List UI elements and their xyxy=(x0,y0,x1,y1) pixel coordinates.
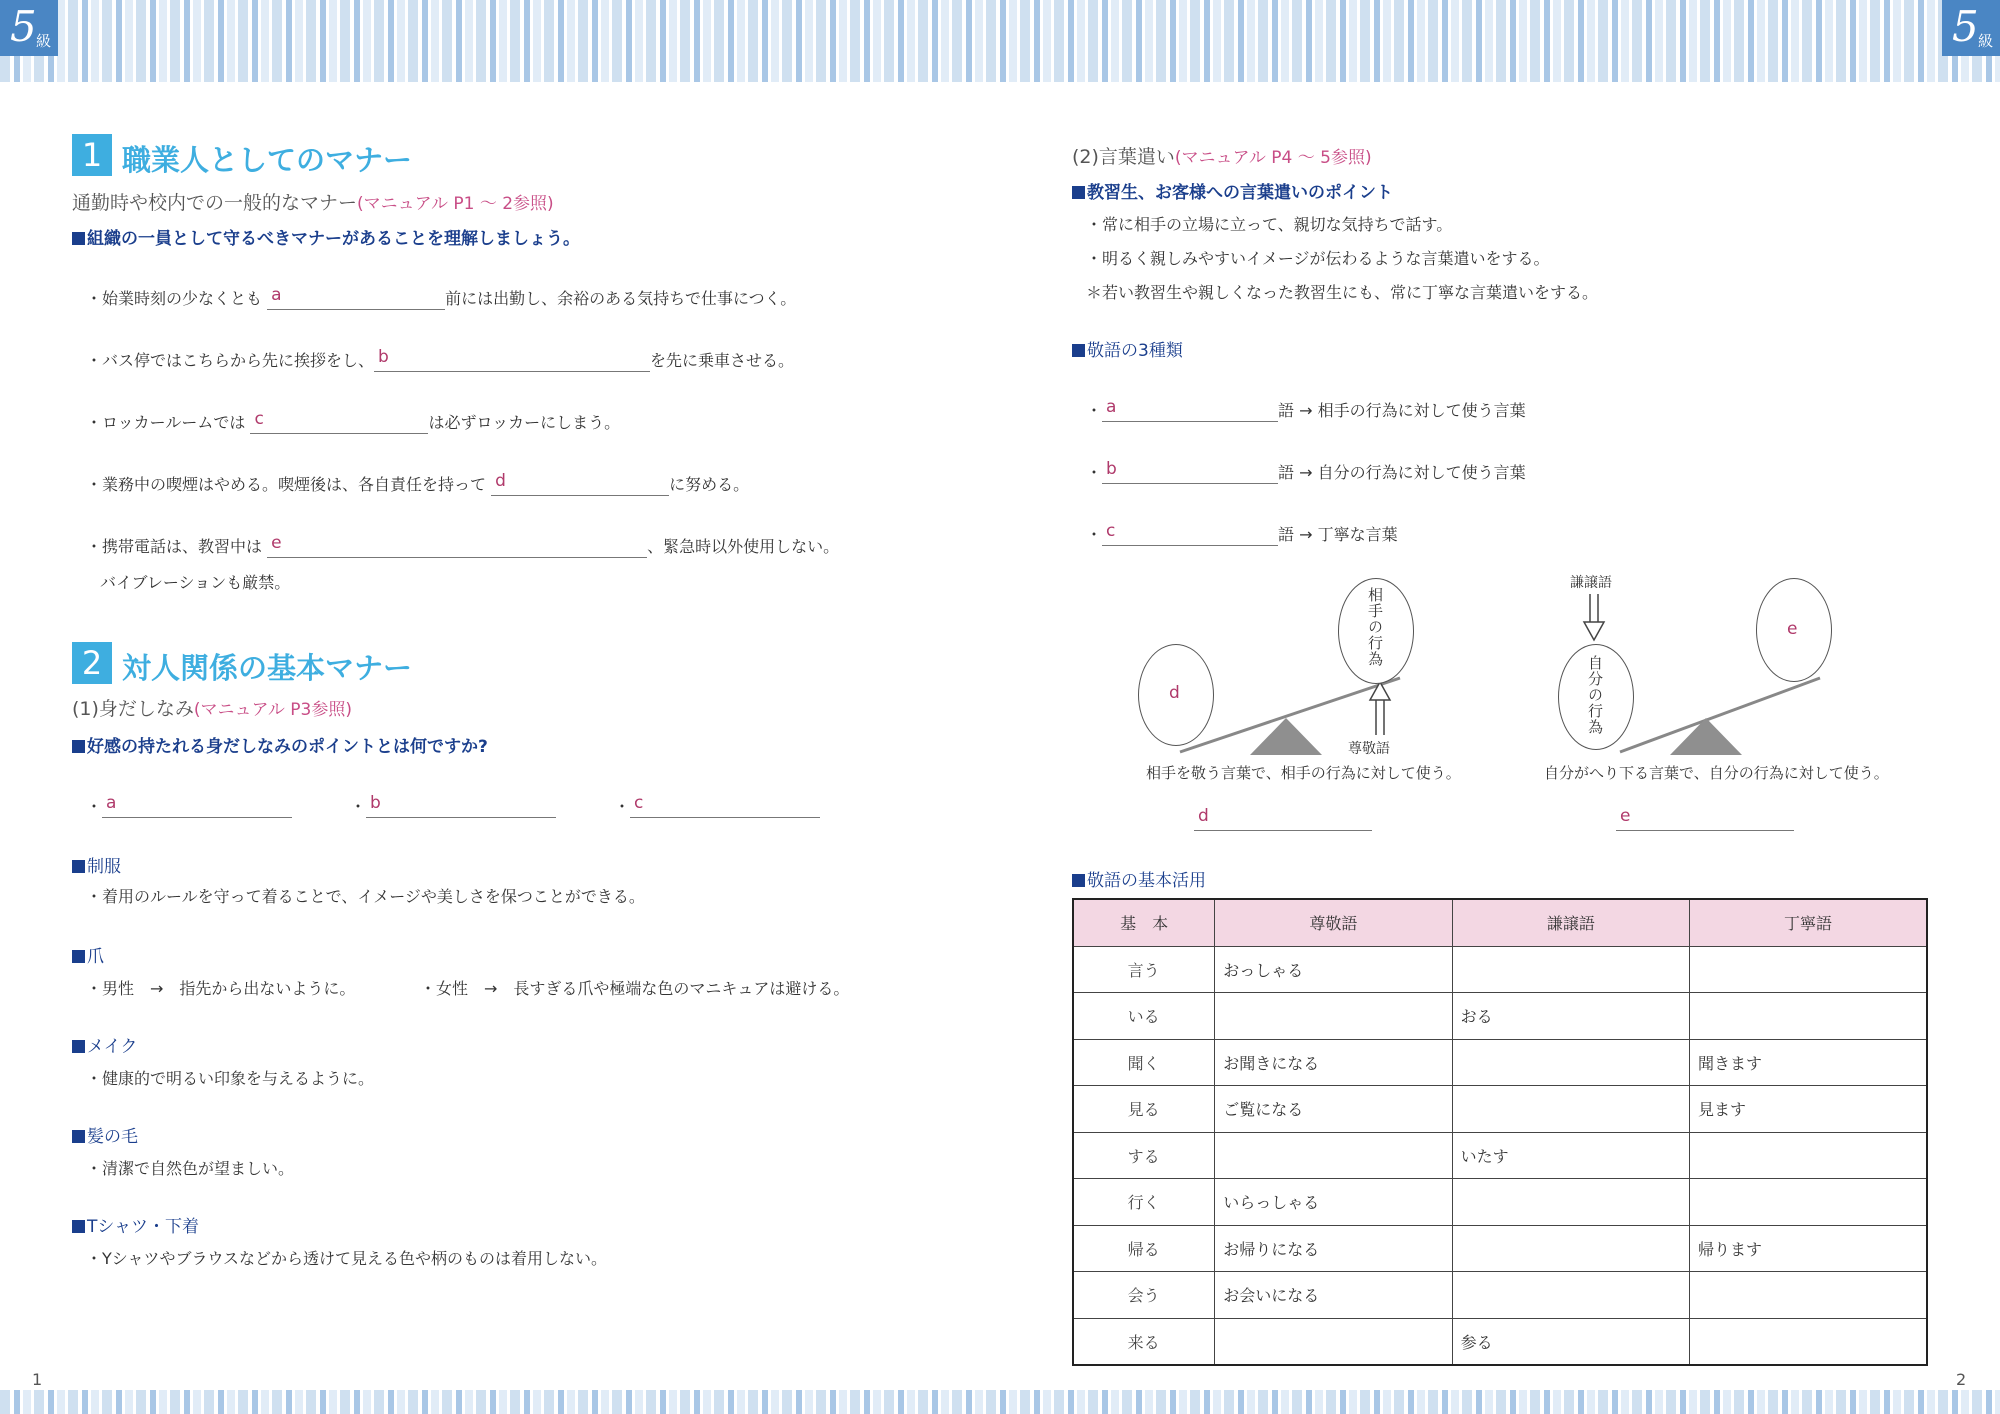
heading-text: 敬語の3種類 xyxy=(1087,341,1183,361)
table-row xyxy=(1073,1039,1927,1086)
ellipse-letter-e: e xyxy=(1787,619,1798,639)
cell-sonkeigo: ご覧になる xyxy=(1215,1086,1452,1133)
square-bullet-icon xyxy=(72,232,85,245)
heading-text: メイク xyxy=(87,1037,138,1057)
cell-teineigo xyxy=(1690,1179,1927,1226)
section-1-title: 職業人としてのマナー xyxy=(122,143,413,177)
uniform-text: ・着用のルールを守って着ることで、イメージや美しさを保つことができる。 xyxy=(86,887,645,906)
blank-letter: e xyxy=(1620,806,1631,826)
cell-teineigo xyxy=(1690,1132,1927,1179)
answer-blank-b[interactable] xyxy=(374,349,650,372)
type-description: 語 → 相手の行為に対して使う言葉 xyxy=(1278,401,1526,420)
cell-sonkeigo xyxy=(1215,1318,1452,1365)
answer-blank-d[interactable] xyxy=(491,473,669,496)
table-row xyxy=(1073,1086,1927,1133)
answer-blank-e[interactable] xyxy=(1616,808,1794,831)
answer-blank-a[interactable] xyxy=(1102,399,1278,422)
type-description: 語 → 丁寧な言葉 xyxy=(1278,525,1398,544)
section-2-number: 2 xyxy=(72,642,112,684)
cell-base: 会う xyxy=(1073,1272,1215,1319)
square-bullet-icon xyxy=(72,1040,85,1053)
answer-blank-a[interactable] xyxy=(102,795,292,818)
point-3: ＊若い教習生や親しくなった教習生にも、常に丁寧な言葉遣いをする。 xyxy=(1086,283,1599,302)
point-1: ・常に相手の立場に立って、親切な気持ちで話す。 xyxy=(1086,215,1453,234)
cell-base: 見る xyxy=(1073,1086,1215,1133)
cell-sonkeigo xyxy=(1215,993,1452,1040)
subtitle-text: 通勤時や校内での一般的なマナー xyxy=(72,192,358,214)
appearance-blank-b: ・ b xyxy=(350,794,556,818)
answer-blank-a[interactable] xyxy=(267,287,445,310)
cell-sonkeigo xyxy=(1215,1132,1452,1179)
cell-kenjougo xyxy=(1452,1225,1689,1272)
makeup-heading xyxy=(72,1032,137,1057)
heading-text: Tシャツ・下着 xyxy=(87,1217,200,1237)
manner-item-b xyxy=(86,348,794,372)
blank-letter: c xyxy=(1106,521,1116,541)
right-seesaw-fulcrum xyxy=(1670,718,1742,755)
cell-base: 聞く xyxy=(1073,1039,1215,1086)
nails-text-female: ・女性 → 長すぎる爪や極端な色のマニキュアは避ける。 xyxy=(420,979,850,998)
ellipse-letter-d: d xyxy=(1169,683,1180,703)
cell-kenjougo xyxy=(1452,1179,1689,1226)
manual-reference: (マニュアル P3参照) xyxy=(193,700,352,720)
cell-kenjougo xyxy=(1452,1039,1689,1086)
diagram-blank-e xyxy=(1616,808,1794,831)
item-text-pre: ・業務中の喫煙はやめる。喫煙後は、各自責任を持って xyxy=(86,475,487,494)
manual-reference: (マニュアル P1 ～ 2参照) xyxy=(357,194,554,214)
subtitle-text: (2)言葉遣い xyxy=(1072,146,1175,168)
sonkeigo-arrow-label: 尊敬語 xyxy=(1348,741,1390,757)
cell-sonkeigo: いらっしゃる xyxy=(1215,1179,1452,1226)
manner-item-d xyxy=(86,472,749,496)
square-bullet-icon xyxy=(1072,874,1085,887)
cell-teineigo xyxy=(1690,946,1927,993)
cell-sonkeigo: お会いになる xyxy=(1215,1272,1452,1319)
blank-letter: d xyxy=(495,471,506,491)
heading-text: 爪 xyxy=(87,947,104,967)
blank-letter: a xyxy=(1106,397,1117,417)
subtitle-text: (1)身だしなみ xyxy=(72,698,194,720)
grade-badge-left xyxy=(0,0,58,56)
cell-base: 来る xyxy=(1073,1318,1215,1365)
header-stripe xyxy=(0,0,2000,82)
grade-badge-right xyxy=(1942,0,2000,56)
blank-letter: b xyxy=(378,347,389,367)
heading-text: 髪の毛 xyxy=(87,1127,138,1147)
keigo-usage-heading xyxy=(1072,866,1206,891)
appearance-blank-a: ・ a xyxy=(86,794,292,818)
right-small-ellipse xyxy=(1558,644,1634,750)
cell-base: 言う xyxy=(1073,946,1215,993)
vibration-note: バイブレーションも厳禁。 xyxy=(100,573,291,592)
nails-text-male: ・男性 → 指先から出ないように。 xyxy=(86,979,356,998)
diagram-blank-d xyxy=(1194,808,1372,831)
ellipse-label-partner-action: 相手の行為 xyxy=(1366,587,1384,667)
table-row xyxy=(1073,946,1927,993)
heading-text: 教習生、お客様への言葉遣いのポイント xyxy=(1087,183,1393,203)
cell-base: 行く xyxy=(1073,1179,1215,1226)
cell-teineigo: 見ます xyxy=(1690,1086,1927,1133)
table-row xyxy=(1073,1318,1927,1365)
square-bullet-icon xyxy=(72,1130,85,1143)
blank-letter: e xyxy=(271,533,282,553)
cell-base: する xyxy=(1073,1132,1215,1179)
blank-letter: b xyxy=(370,793,381,813)
square-bullet-icon xyxy=(1072,344,1085,357)
page-number-right: 2 xyxy=(1956,1370,1967,1389)
cell-teineigo xyxy=(1690,1318,1927,1365)
cell-sonkeigo: お帰りになる xyxy=(1215,1225,1452,1272)
appearance-blank-c: ・ c xyxy=(614,794,820,818)
answer-blank-c[interactable] xyxy=(630,795,820,818)
item-text-post: 前には出勤し、余裕のある気持ちで仕事につく。 xyxy=(445,289,797,308)
grade-number: 5 xyxy=(10,2,37,51)
cell-sonkeigo: お聞きになる xyxy=(1215,1039,1452,1086)
blank-letter: d xyxy=(1198,806,1209,826)
table-row xyxy=(1073,1225,1927,1272)
section-2-title: 対人関係の基本マナー xyxy=(122,651,413,685)
section-1-heading xyxy=(72,224,580,249)
cell-kenjougo: 参る xyxy=(1452,1318,1689,1365)
left-big-ellipse xyxy=(1338,578,1414,684)
cell-base: 帰る xyxy=(1073,1225,1215,1272)
left-small-ellipse xyxy=(1138,644,1214,746)
square-bullet-icon xyxy=(72,1220,85,1233)
answer-blank-c[interactable] xyxy=(1102,523,1278,546)
right-big-ellipse xyxy=(1756,578,1832,682)
footer-stripe xyxy=(0,1390,2000,1414)
item-text-post: を先に乗車させる。 xyxy=(650,351,795,370)
item-text-post: は必ずロッカーにしまう。 xyxy=(428,413,621,432)
section-1-number: 1 xyxy=(72,134,112,176)
item-text-pre: ・始業時刻の少なくとも xyxy=(86,289,263,308)
section-1-subtitle xyxy=(72,188,554,215)
left-diagram-caption: 相手を敬う言葉で、相手の行為に対して使う。 xyxy=(1146,764,1461,782)
section-2-subtitle xyxy=(72,694,352,721)
header-teineigo: 丁寧語 xyxy=(1690,899,1927,946)
cell-sonkeigo: おっしゃる xyxy=(1215,946,1452,993)
answer-blank-c[interactable] xyxy=(250,411,428,434)
square-bullet-icon xyxy=(72,950,85,963)
cell-teineigo xyxy=(1690,993,1927,1040)
header-sonkeigo: 尊敬語 xyxy=(1215,899,1452,946)
blank-letter: c xyxy=(634,793,644,813)
item-text-pre: ・携帯電話は、教習中は xyxy=(86,537,263,556)
hair-text: ・清潔で自然色が望ましい。 xyxy=(86,1159,295,1178)
grade-number: 5 xyxy=(1952,2,1979,51)
cell-kenjougo xyxy=(1452,946,1689,993)
item-text-post: 、緊急時以外使用しない。 xyxy=(647,537,840,556)
right-diagram-caption: 自分がへり下る言葉で、自分の行為に対して使う。 xyxy=(1544,764,1889,782)
cell-base: いる xyxy=(1073,993,1215,1040)
keigo-table xyxy=(1072,898,1928,1366)
blank-letter: c xyxy=(254,409,264,429)
down-arrow-icon xyxy=(1584,622,1604,640)
blank-letter: b xyxy=(1106,459,1117,479)
keigo-types-heading xyxy=(1072,336,1183,361)
makeup-text: ・健康的で明るい印象を与えるように。 xyxy=(86,1069,375,1088)
cell-teineigo xyxy=(1690,1272,1927,1319)
underwear-heading xyxy=(72,1212,199,1237)
ellipse-label-self-action: 自分の行為 xyxy=(1586,655,1604,735)
cell-kenjougo xyxy=(1452,1086,1689,1133)
nails-heading xyxy=(72,942,104,967)
heading-text: 敬語の基本活用 xyxy=(1087,871,1206,891)
answer-blank-b[interactable] xyxy=(1102,461,1278,484)
table-row xyxy=(1073,993,1927,1040)
cell-teineigo: 帰ります xyxy=(1690,1225,1927,1272)
table-row xyxy=(1073,1272,1927,1319)
item-text-pre: ・ロッカールームでは xyxy=(86,413,246,432)
square-bullet-icon xyxy=(1072,186,1085,199)
cell-kenjougo: いたす xyxy=(1452,1132,1689,1179)
up-arrow-icon xyxy=(1370,682,1390,700)
grade-kanji: 級 xyxy=(36,32,52,50)
point-2: ・明るく親しみやすいイメージが伝わるような言葉遣いをする。 xyxy=(1086,249,1550,268)
square-bullet-icon xyxy=(72,860,85,873)
item-text-post: に努める。 xyxy=(669,475,750,494)
keigo-type-b: ・ b 語 → 自分の行為に対して使う言葉 xyxy=(1086,459,1526,482)
manner-item-e xyxy=(86,534,839,558)
manual-reference: (マニュアル P4 ～ 5参照) xyxy=(1174,148,1372,168)
cell-kenjougo: おる xyxy=(1452,993,1689,1040)
cell-kenjougo xyxy=(1452,1272,1689,1319)
answer-blank-e[interactable] xyxy=(267,535,647,558)
square-bullet-icon xyxy=(72,740,85,753)
type-description: 語 → 自分の行為に対して使う言葉 xyxy=(1278,463,1526,482)
manner-item-a xyxy=(86,286,796,310)
manner-item-c xyxy=(86,410,620,434)
uniform-heading xyxy=(72,852,121,877)
table-row xyxy=(1073,1132,1927,1179)
table-header-row xyxy=(1073,899,1927,946)
table-row xyxy=(1073,1179,1927,1226)
section-2-heading xyxy=(72,732,488,757)
grade-kanji: 級 xyxy=(1978,32,1994,50)
keigo-type-c: ・ c 語 → 丁寧な言葉 xyxy=(1086,521,1398,544)
page-number-left: 1 xyxy=(32,1370,43,1389)
answer-blank-d[interactable] xyxy=(1194,808,1372,831)
hair-heading xyxy=(72,1122,138,1147)
kenjougo-top-label: 謙譲語 xyxy=(1570,575,1612,591)
heading-text: 組織の一員として守るべきマナーがあることを理解しましょう。 xyxy=(87,229,580,249)
cell-teineigo: 聞きます xyxy=(1690,1039,1927,1086)
keigo-type-a: ・ a 語 → 相手の行為に対して使う言葉 xyxy=(1086,397,1526,420)
item-text-pre: ・バス停ではこちらから先に挨拶をし、 xyxy=(86,351,375,370)
header-base: 基 本 xyxy=(1073,899,1215,946)
blank-letter: a xyxy=(271,285,282,305)
heading-text: 制服 xyxy=(87,857,121,877)
heading-text: 好感の持たれる身だしなみのポイントとは何ですか? xyxy=(87,737,488,757)
words-subtitle xyxy=(1072,142,1372,169)
blank-letter: a xyxy=(106,793,117,813)
words-points-heading xyxy=(1072,178,1393,203)
underwear-text: ・Yシャツやブラウスなどから透けて見える色や柄のものは着用しない。 xyxy=(86,1249,607,1268)
answer-blank-b[interactable] xyxy=(366,795,556,818)
header-kenjougo: 謙譲語 xyxy=(1452,899,1689,946)
